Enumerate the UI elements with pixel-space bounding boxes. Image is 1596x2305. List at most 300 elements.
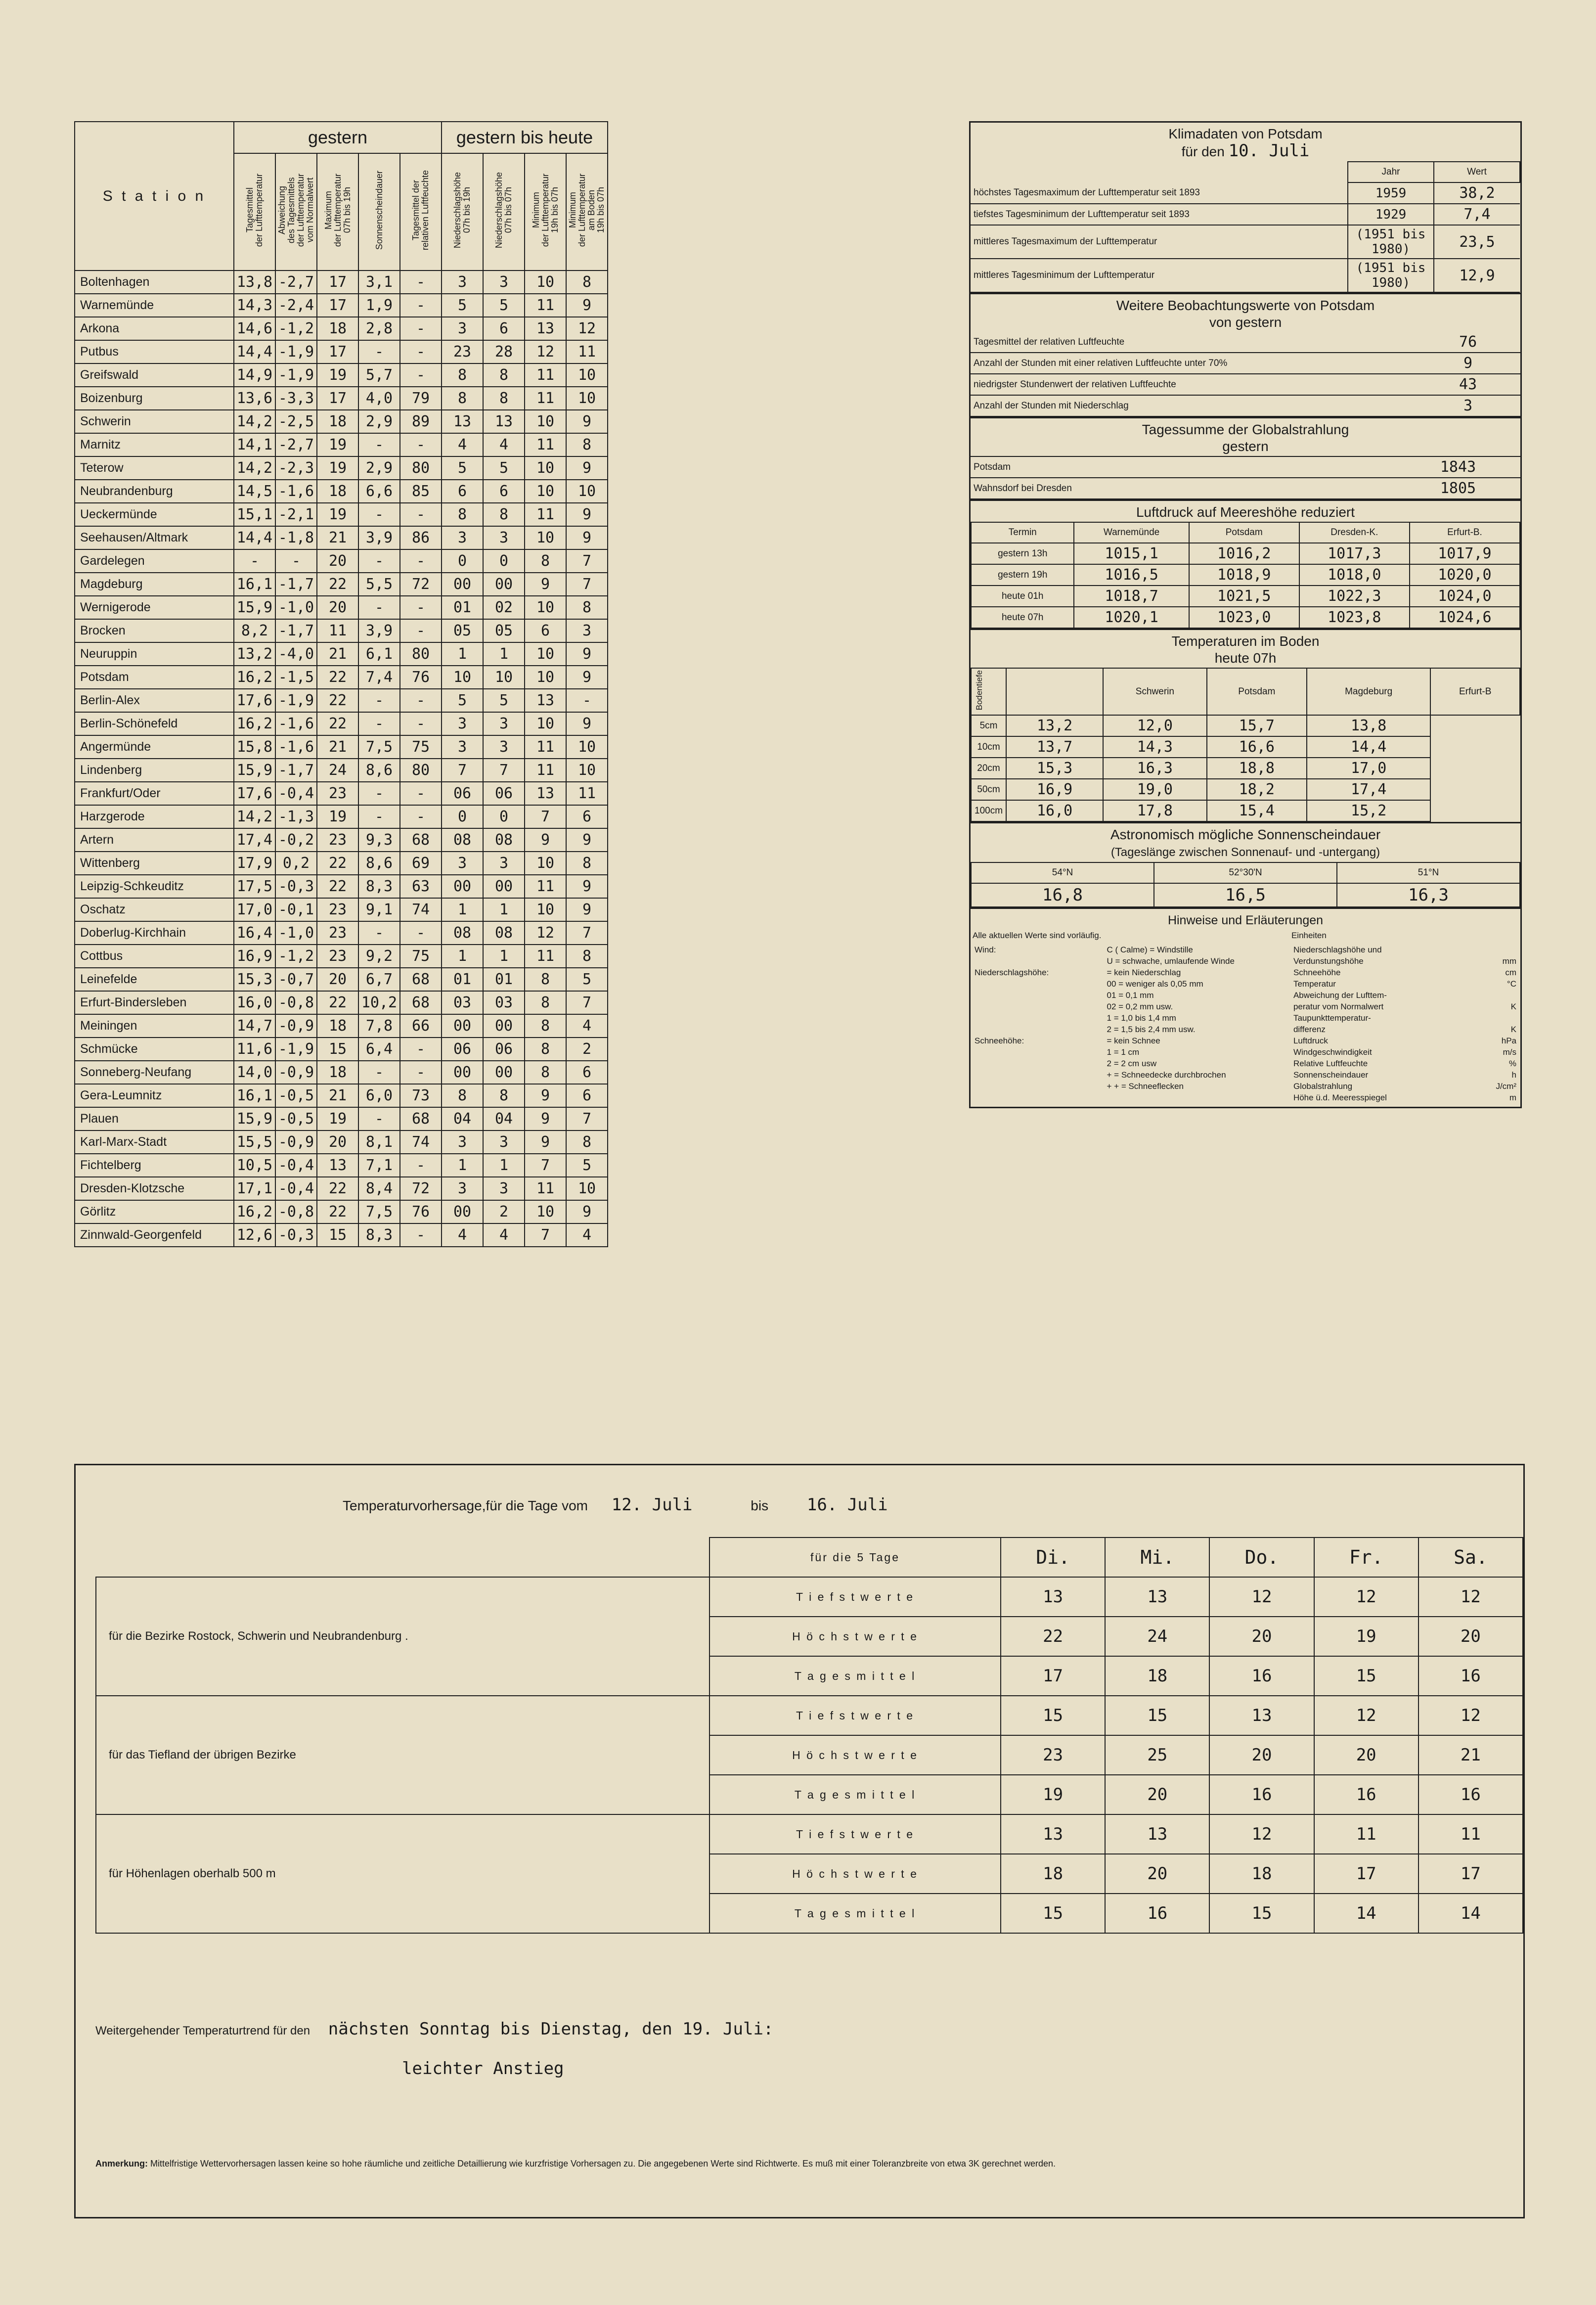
station-value-4: -	[358, 503, 400, 526]
forecast-value-3: 13	[1209, 1696, 1314, 1735]
station-value-8: 11	[525, 759, 566, 782]
hinweis-key	[973, 1024, 1105, 1035]
table-row	[75, 294, 608, 317]
station-value-1: 14,3	[234, 294, 275, 317]
station-value-8: 12	[525, 921, 566, 945]
station-value-8: 10	[525, 1200, 566, 1223]
station-name: Teterow	[75, 456, 234, 480]
station-name: Putbus	[75, 340, 234, 363]
station-value-2: -1,6	[275, 480, 317, 503]
station-value-7: 1	[483, 945, 525, 968]
sonnenscheindauer-title	[971, 823, 1520, 862]
hinweis-unit: °C	[1507, 979, 1516, 989]
hinweis-text: 1 = 1,0 bis 1,4 mm	[1107, 1013, 1176, 1023]
station-name: Brocken	[75, 619, 234, 642]
station-value-9: 8	[566, 1130, 608, 1154]
station-value-8: 8	[525, 549, 566, 573]
station-value-5: 76	[400, 1200, 442, 1223]
station-value-9: 6	[566, 1061, 608, 1084]
forecast-row-label: H ö c h s t w e r t e	[709, 1617, 1001, 1656]
hinweis-right-row	[1291, 1058, 1518, 1069]
hinweis-text: U = schwache, umlaufende Winde	[1107, 956, 1235, 966]
station-value-3: 17	[317, 340, 358, 363]
globalstrahlung-row	[971, 478, 1520, 499]
forecast-row-label: T i e f s t w e r t e	[709, 1696, 1001, 1735]
station-value-2: -1,2	[275, 317, 317, 340]
forecast-value-5: 21	[1419, 1735, 1523, 1775]
table-row	[75, 480, 608, 503]
station-value-8: 11	[525, 945, 566, 968]
station-value-1: 10,5	[234, 1154, 275, 1177]
klimadaten-title-line1: Klimadaten von Potsdam	[1168, 126, 1323, 141]
station-value-6: 3	[442, 1130, 483, 1154]
station-value-8: 10	[525, 666, 566, 689]
station-value-7: 13	[483, 410, 525, 433]
station-value-3: 17	[317, 271, 358, 294]
station-value-7: 05	[483, 619, 525, 642]
forecast-value-2: 20	[1105, 1854, 1209, 1894]
station-value-9: 7	[566, 921, 608, 945]
table-row	[75, 619, 608, 642]
station-value-2: -0,8	[275, 1200, 317, 1223]
station-value-8: 13	[525, 689, 566, 712]
station-value-4: 2,9	[358, 456, 400, 480]
station-value-3: 23	[317, 828, 358, 852]
table-row	[75, 921, 608, 945]
hinweis-key: Schneehöhe:	[975, 1036, 1024, 1046]
station-value-6: 3	[442, 271, 483, 294]
station-value-3: 20	[317, 596, 358, 619]
station-value-3: 21	[317, 1084, 358, 1107]
station-value-8: 10	[525, 898, 566, 921]
hinweis-key	[973, 990, 1105, 1001]
station-value-5: 74	[400, 898, 442, 921]
forecast-row	[96, 1577, 1523, 1617]
luftdruck-title: Luftdruck auf Meereshöhe reduziert	[1136, 504, 1355, 520]
globalstrahlung-table	[971, 456, 1520, 499]
station-name: Karl-Marx-Stadt	[75, 1130, 234, 1154]
boden-value-4: 14,4	[1307, 736, 1430, 758]
station-value-6: 5	[442, 294, 483, 317]
station-value-1: 17,1	[234, 1177, 275, 1200]
column-header-label: Tagesmittel der Lufttemperatur	[245, 173, 264, 247]
station-name: Wittenberg	[75, 852, 234, 875]
station-value-5: 69	[400, 852, 442, 875]
boden-value-1: 13,2	[1006, 715, 1103, 736]
forecast-value-4: 16	[1314, 1775, 1419, 1814]
station-name: Potsdam	[75, 666, 234, 689]
sonnenscheindauer-box	[969, 823, 1522, 909]
station-value-8: 13	[525, 782, 566, 805]
station-name: Artern	[75, 828, 234, 852]
station-value-2: -2,5	[275, 410, 317, 433]
station-value-5: -	[400, 294, 442, 317]
hinweis-left-row	[973, 1069, 1287, 1081]
forecast-row-label: T i e f s t w e r t e	[709, 1814, 1001, 1854]
hinweis-unit	[1480, 990, 1518, 1001]
station-value-5: 75	[400, 735, 442, 759]
station-value-8: 6	[525, 619, 566, 642]
station-value-6: 06	[442, 1038, 483, 1061]
column-header-6	[442, 153, 483, 271]
bodentemperatur-title	[971, 630, 1520, 668]
hinweis-right-row	[1291, 944, 1518, 955]
station-observation-table	[74, 121, 608, 1247]
klima-jahr: 1929	[1348, 204, 1434, 225]
station-value-3: 19	[317, 503, 358, 526]
station-value-1: 17,0	[234, 898, 275, 921]
boden-row	[971, 736, 1520, 758]
forecast-row-label: T a g e s m i t t e l	[709, 1656, 1001, 1696]
table-row	[75, 433, 608, 456]
forecast-value-2: 15	[1105, 1696, 1209, 1735]
station-value-7: 8	[483, 387, 525, 410]
station-value-6: 8	[442, 387, 483, 410]
table-row	[75, 712, 608, 735]
beobachtung-row	[971, 353, 1520, 374]
station-value-1: 15,8	[234, 735, 275, 759]
station-value-5: -	[400, 363, 442, 387]
station-value-8: 8	[525, 1061, 566, 1084]
station-value-1: 13,8	[234, 271, 275, 294]
forecast-value-3: 12	[1209, 1577, 1314, 1617]
station-name: Magdeburg	[75, 573, 234, 596]
station-name: Schmücke	[75, 1038, 234, 1061]
table-row	[75, 898, 608, 921]
station-value-2: 0,2	[275, 852, 317, 875]
station-value-3: 19	[317, 363, 358, 387]
luftdruck-header-2: Warnemünde	[1074, 522, 1189, 543]
luftdruck-value-1: 1020,1	[1074, 607, 1189, 628]
forecast-day-2: Mi.	[1105, 1537, 1209, 1577]
station-value-5: -	[400, 1038, 442, 1061]
station-value-9: 3	[566, 619, 608, 642]
station-value-1: 16,2	[234, 1200, 275, 1223]
luftdruck-termin: heute 07h	[971, 607, 1074, 628]
station-value-7: 06	[483, 782, 525, 805]
boden-depth: 50cm	[971, 779, 1006, 800]
station-value-4: -	[358, 1061, 400, 1084]
luftdruck-value-1: 1016,5	[1074, 564, 1189, 586]
forecast-value-4: 20	[1314, 1735, 1419, 1775]
station-value-2: -1,7	[275, 619, 317, 642]
station-value-6: 0	[442, 805, 483, 828]
klima-col-wert: Wert	[1434, 162, 1520, 182]
station-value-9: 4	[566, 1223, 608, 1247]
hinweise-box	[969, 909, 1522, 1108]
table-row	[75, 1061, 608, 1084]
station-value-4: 4,0	[358, 387, 400, 410]
station-value-7: 08	[483, 828, 525, 852]
station-value-8: 10	[525, 712, 566, 735]
station-name: Boizenburg	[75, 387, 234, 410]
station-value-3: 23	[317, 898, 358, 921]
boden-header-4: Erfurt-B	[1430, 668, 1520, 715]
table-row	[75, 1200, 608, 1223]
station-value-4: 3,1	[358, 271, 400, 294]
station-name: Wernigerode	[75, 596, 234, 619]
column-header-7	[483, 153, 525, 271]
sonnenschein-header-2: 52°30'N	[1154, 862, 1337, 883]
station-value-2: -0,5	[275, 1107, 317, 1130]
column-header-2	[275, 153, 317, 271]
hinweis-right-row	[1291, 1024, 1518, 1035]
forecast-trend-line	[95, 2019, 773, 2039]
hinweis-unit: %	[1508, 1059, 1516, 1069]
forecast-value-5: 17	[1419, 1854, 1523, 1894]
table-row	[75, 526, 608, 549]
station-value-8: 8	[525, 1014, 566, 1038]
forecast-headline	[343, 1495, 888, 1515]
boden-title-line2: heute 07h	[1214, 650, 1277, 666]
sonnenschein-header-1: 54°N	[971, 862, 1154, 883]
station-value-6: 1	[442, 1154, 483, 1177]
column-header-9	[566, 153, 608, 271]
station-value-4: 8,3	[358, 1223, 400, 1247]
station-value-9: 7	[566, 549, 608, 573]
station-value-7: 3	[483, 712, 525, 735]
station-value-2: -0,5	[275, 1084, 317, 1107]
station-value-7: 3	[483, 271, 525, 294]
station-value-3: 18	[317, 410, 358, 433]
klimadaten-table	[971, 161, 1520, 293]
forecast-region: für das Tiefland der übrigen Bezirke	[96, 1696, 709, 1814]
beobachtung-row	[971, 332, 1520, 353]
table-row	[75, 991, 608, 1014]
hinweis-key	[973, 955, 1105, 967]
station-value-6: 3	[442, 712, 483, 735]
hinweis-unit: m/s	[1503, 1047, 1516, 1057]
station-value-8: 11	[525, 294, 566, 317]
forecast-region-head	[96, 1537, 709, 1577]
station-value-9: 9	[566, 642, 608, 666]
station-value-3: 23	[317, 782, 358, 805]
hinweis-left-row	[973, 1046, 1287, 1058]
station-value-5: 68	[400, 828, 442, 852]
boden-value-4: 17,4	[1307, 779, 1430, 800]
station-value-8: 10	[525, 480, 566, 503]
station-value-9: 10	[566, 363, 608, 387]
station-value-7: 8	[483, 503, 525, 526]
table-row	[75, 852, 608, 875]
beobachtung-value: 3	[1416, 395, 1520, 416]
station-value-5: 76	[400, 666, 442, 689]
station-value-7: 1	[483, 642, 525, 666]
station-value-1: 17,9	[234, 852, 275, 875]
station-value-8: 11	[525, 503, 566, 526]
station-value-3: 21	[317, 735, 358, 759]
station-value-8: 11	[525, 875, 566, 898]
station-value-8: 11	[525, 363, 566, 387]
station-value-6: 1	[442, 945, 483, 968]
station-value-6: 4	[442, 433, 483, 456]
forecast-headline-mid: bis	[751, 1498, 769, 1513]
hinweis-text: 1 = 1 cm	[1107, 1047, 1140, 1057]
column-header-4	[358, 153, 400, 271]
station-value-4: -	[358, 433, 400, 456]
forecast-value-3: 16	[1209, 1656, 1314, 1696]
hinweis-left-row	[973, 1058, 1287, 1069]
station-value-6: 1	[442, 642, 483, 666]
forecast-value-2: 25	[1105, 1735, 1209, 1775]
station-value-6: 01	[442, 968, 483, 991]
station-value-9: 9	[566, 666, 608, 689]
luftdruck-box	[969, 501, 1522, 630]
station-value-8: 7	[525, 1223, 566, 1247]
station-name: Leipzig-Schkeuditz	[75, 875, 234, 898]
station-value-9: 10	[566, 1177, 608, 1200]
column-header-label: Sonnenscheindauer	[374, 170, 384, 250]
station-value-5: -	[400, 712, 442, 735]
station-value-2: -1,9	[275, 363, 317, 387]
forecast-note-text: Mittelfristige Wettervorhersagen lassen keine so hohe räumliche und zeitliche Detaillierung wie kurzfristige Vorhersagen zu. Die angegebenen Werte sind Richtwerte. Es muß mit einer Toleranzbreite von etwa 3K gerechnet werden.	[150, 2159, 1056, 2169]
forecast-value-2: 18	[1105, 1656, 1209, 1696]
forecast-value-1: 13	[1001, 1577, 1105, 1617]
boden-value-2: 16,3	[1103, 758, 1207, 779]
boden-value-4: 13,8	[1307, 715, 1430, 736]
hinweis-key	[973, 1001, 1105, 1012]
station-value-5: 80	[400, 759, 442, 782]
luftdruck-value-3: 1018,0	[1299, 564, 1410, 586]
station-value-7: 4	[483, 1223, 525, 1247]
station-value-1: 8,2	[234, 619, 275, 642]
forecast-value-4: 11	[1314, 1814, 1419, 1854]
station-value-3: 18	[317, 480, 358, 503]
station-value-3: 22	[317, 1177, 358, 1200]
globalstrahlung-label: Wahnsdorf bei Dresden	[971, 478, 1396, 499]
station-name: Görlitz	[75, 1200, 234, 1223]
station-value-1: 14,6	[234, 317, 275, 340]
boden-row	[971, 779, 1520, 800]
station-name: Oschatz	[75, 898, 234, 921]
station-value-4: 7,5	[358, 735, 400, 759]
station-name: Sonneberg-Neufang	[75, 1061, 234, 1084]
boden-row	[971, 800, 1520, 821]
boden-value-3: 16,6	[1207, 736, 1307, 758]
station-value-9: 11	[566, 782, 608, 805]
hinweis-text: = kein Schnee	[1107, 1036, 1160, 1046]
station-value-6: 1	[442, 898, 483, 921]
globalstrahlung-title-line1: Tagessumme der Globalstrahlung	[1142, 422, 1349, 437]
station-value-8: 10	[525, 456, 566, 480]
station-value-4: 5,7	[358, 363, 400, 387]
klima-label: mittleres Tagesminimum der Lufttemperatur	[971, 259, 1348, 292]
globalstrahlung-value: 1805	[1396, 478, 1520, 499]
forecast-value-5: 16	[1419, 1775, 1523, 1814]
table-row	[75, 642, 608, 666]
station-value-1: 17,5	[234, 875, 275, 898]
boden-depth: 20cm	[971, 758, 1006, 779]
station-value-4: -	[358, 921, 400, 945]
boden-row	[971, 758, 1520, 779]
station-value-4: -	[358, 805, 400, 828]
station-value-3: 19	[317, 456, 358, 480]
station-value-4: 8,6	[358, 759, 400, 782]
station-value-8: 8	[525, 991, 566, 1014]
station-value-9: 8	[566, 433, 608, 456]
hinweis-left-row	[973, 944, 1287, 955]
sonnenschein-header-row	[971, 862, 1520, 883]
station-value-9: 6	[566, 805, 608, 828]
column-header-label: Niederschlagshöhe 07h bis 19h	[452, 172, 472, 249]
station-value-9: 10	[566, 735, 608, 759]
station-value-1: 15,9	[234, 1107, 275, 1130]
station-value-1: 14,4	[234, 526, 275, 549]
globalstrahlung-title	[971, 418, 1520, 456]
station-value-3: 13	[317, 1154, 358, 1177]
station-value-3: 11	[317, 619, 358, 642]
boden-header-3: Magdeburg	[1307, 668, 1430, 715]
station-value-4: 6,6	[358, 480, 400, 503]
beobachtungswerte-title	[971, 294, 1520, 332]
beobachtung-label: Anzahl der Stunden mit Niederschlag	[971, 395, 1416, 416]
station-value-7: 2	[483, 1200, 525, 1223]
station-name: Berlin-Alex	[75, 689, 234, 712]
station-value-6: 10	[442, 666, 483, 689]
station-value-8: 11	[525, 735, 566, 759]
station-value-7: 3	[483, 852, 525, 875]
hinweis-text: 2 = 2 cm usw	[1107, 1059, 1157, 1069]
klima-label: höchstes Tagesmaximum der Lufttemperatur seit 1893	[971, 182, 1348, 204]
luftdruck-termin: heute 01h	[971, 586, 1074, 607]
forecast-row-label: T a g e s m i t t e l	[709, 1775, 1001, 1814]
column-header-1	[234, 153, 275, 271]
station-value-1: 13,6	[234, 387, 275, 410]
hinweis-left-row	[973, 1001, 1287, 1012]
table-row	[75, 1223, 608, 1247]
station-value-9: 10	[566, 759, 608, 782]
globalstrahlung-title-line2: gestern	[1222, 439, 1269, 454]
station-value-3: 22	[317, 875, 358, 898]
klima-row	[971, 225, 1520, 259]
beobachtung-label: niedrigster Stundenwert der relativen Luftfeuchte	[971, 374, 1416, 395]
group-header-yesterday-to-today: gestern bis heute	[442, 122, 608, 153]
column-header-label: Maximum der Lufttemperatur 07h bis 19h	[323, 173, 352, 247]
station-value-2: -1,9	[275, 689, 317, 712]
station-name: Warnemünde	[75, 294, 234, 317]
klima-col-jahr: Jahr	[1348, 162, 1434, 182]
station-value-2: -0,9	[275, 1130, 317, 1154]
klima-label: mittleres Tagesmaximum der Lufttemperatur	[971, 225, 1348, 259]
station-value-9: 5	[566, 968, 608, 991]
luftdruck-value-3: 1023,8	[1299, 607, 1410, 628]
station-value-3: 21	[317, 642, 358, 666]
luftdruck-value-3: 1022,3	[1299, 586, 1410, 607]
station-value-9: 9	[566, 712, 608, 735]
boden-header-1: Schwerin	[1103, 668, 1207, 715]
station-name: Angermünde	[75, 735, 234, 759]
station-value-6: 23	[442, 340, 483, 363]
station-value-2: -0,3	[275, 875, 317, 898]
station-value-9: 9	[566, 828, 608, 852]
station-name: Greifswald	[75, 363, 234, 387]
hinweis-key	[973, 1046, 1105, 1058]
table-row	[75, 340, 608, 363]
station-value-9: 8	[566, 596, 608, 619]
station-column-header: S t a t i o n	[75, 122, 234, 271]
station-value-7: 5	[483, 456, 525, 480]
station-value-5: 80	[400, 642, 442, 666]
station-value-3: 18	[317, 1014, 358, 1038]
forecast-value-1: 18	[1001, 1854, 1105, 1894]
station-value-9: 9	[566, 456, 608, 480]
station-value-1: 12,6	[234, 1223, 275, 1247]
hinweise-subtitle-left: Alle aktuellen Werte sind vorläufig.	[973, 931, 1102, 941]
klima-row	[971, 182, 1520, 204]
luftdruck-table	[971, 522, 1520, 629]
sonnenschein-value-3: 16,3	[1337, 883, 1520, 907]
forecast-day-5: Sa.	[1419, 1537, 1523, 1577]
